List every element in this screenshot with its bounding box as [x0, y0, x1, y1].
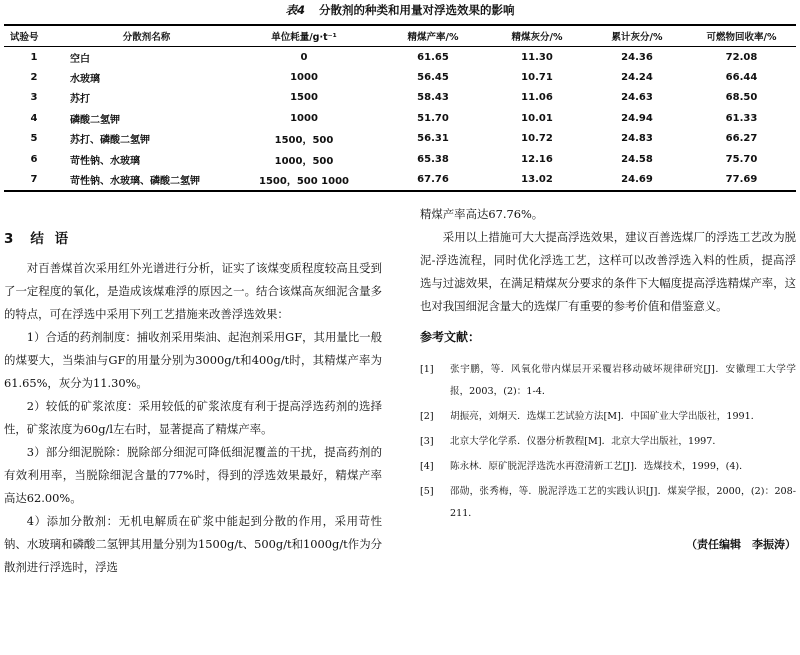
section-heading — [4, 228, 382, 251]
item-paragraph: 1）合适的药剂制度：捕收剂采用柴油、起泡剂采用GF，其用量比一般的煤要大，当柴油与GF的用量分别为3000g/t和400g/t时，其精煤产率为61.65%，灰分为11.30%。 — [4, 330, 382, 390]
table-cell: 水玻璃 — [70, 74, 100, 86]
table-cell: 56.31 — [417, 133, 449, 145]
table-row — [4, 169, 796, 190]
table-cell: 24.63 — [621, 92, 653, 104]
reference-text: 北京大学化学系．仪器分析教程[M]．北京大学出版社，1997． — [450, 436, 722, 447]
header-cell: 分散剂名称 — [122, 32, 171, 43]
table-cell: 51.70 — [417, 112, 449, 124]
table-row — [4, 129, 796, 149]
table-cell: 6 — [30, 153, 38, 165]
table-row — [4, 88, 796, 108]
reference-number: [2] — [420, 411, 434, 422]
item-paragraph: 4）添加分散剂：无机电解质在矿浆中能起到分散的作用，采用苛性钠、水玻璃和磷酸二氢钾其用量分别为1500g/t、500g/t和1000g/t作为分散剂进行浮选时，浮选 — [4, 514, 382, 574]
table-cell: 7 — [30, 174, 38, 186]
table-cell: 65.38 — [417, 153, 449, 165]
table-cell: 1000 — [290, 112, 318, 124]
table-cell: 1000 — [290, 72, 318, 84]
table-cell: 68.50 — [725, 92, 758, 104]
table-cell: 0 — [300, 51, 308, 63]
table-cell: 11.06 — [521, 92, 553, 104]
reference-text: 邵勋，张秀梅，等．脱泥浮选工艺的实践认识[J]．煤炭学报，2000，(2)：208-211． — [450, 486, 796, 519]
reference-item — [420, 456, 796, 478]
table-cell: 66.44 — [725, 72, 758, 84]
item-paragraph: 2）较低的矿浆浓度：采用较低的矿浆浓度有利于提高浮选药剂的选择性，矿浆浓度为60g/l左右时，显著提高了精煤产率。 — [4, 399, 382, 436]
table-cell: 58.43 — [417, 92, 449, 104]
table-cell: 24.24 — [621, 72, 653, 84]
table-cell: 24.83 — [621, 133, 653, 145]
table-cell: 苏打、磷酸二氢钾 — [70, 135, 150, 147]
table-cell: 3 — [30, 92, 38, 104]
table-header-row — [4, 25, 796, 47]
table-row — [4, 149, 796, 169]
reference-item — [420, 431, 796, 453]
table-cell: 10.71 — [521, 72, 553, 84]
table-cell: 10.72 — [521, 133, 553, 145]
table-number: 表4 — [285, 3, 305, 17]
reference-number: [5] — [420, 486, 434, 497]
table-row — [4, 47, 796, 68]
table-cell: 24.94 — [621, 112, 653, 124]
table-title: 分散剂的种类和用量对浮选效果的影响 — [319, 3, 515, 17]
references-title: 参考文献： — [420, 330, 481, 344]
conclusion-paragraph: 采用以上措施可大大提高浮选效果，建议百善选煤厂的浮选工艺改为脱泥-浮选流程，同时优化浮选工艺，这样可以改善浮选入料的性质，提高浮选与过滤效果，在满足精煤灰分要求的条件下大幅度提高浮选精煤产率，这也对我国细泥含量大的选煤厂有重要的参考价值和借鉴意义。 — [420, 230, 796, 313]
table-cell: 67.76 — [417, 174, 449, 186]
header-cell: 精煤灰分/% — [511, 32, 563, 43]
table-cell: 1500，500 1000 — [258, 176, 350, 188]
table-caption — [0, 2, 800, 18]
table-cell: 磷酸二氢钾 — [70, 114, 120, 126]
right-column — [420, 203, 796, 556]
table-cell: 24.69 — [621, 174, 653, 186]
table-cell: 10.01 — [521, 112, 553, 124]
reference-number: [3] — [420, 436, 434, 447]
table-cell: 24.36 — [621, 51, 653, 63]
table-cell: 1500 — [290, 92, 318, 104]
intro-paragraph: 对百善煤首次采用红外光谱进行分析，证实了该煤变质程度较高且受到了一定程度的氧化，是造成该煤难浮的原因之一。结合该煤高灰细泥含量多的特点，可在浮选中采用下列工艺措施来改善浮选效果： — [4, 261, 382, 321]
table-cell: 4 — [30, 112, 38, 124]
table-row — [4, 108, 796, 128]
section-number: 3 — [4, 231, 17, 247]
reference-text: 胡振亮，刘炯天．选煤工艺试验方法[M]．中国矿业大学出版社，1991． — [450, 411, 761, 422]
header-cell: 精煤产率/% — [407, 32, 459, 43]
table-cell: 11.30 — [521, 51, 553, 63]
data-table — [4, 24, 796, 192]
table-cell: 空白 — [70, 53, 90, 65]
table-cell: 66.27 — [725, 133, 758, 145]
table-cell: 1500，500 — [274, 135, 334, 147]
table-cell: 1000，500 — [274, 155, 334, 167]
table-cell: 苏打 — [70, 94, 90, 106]
table-cell: 61.33 — [725, 112, 758, 124]
table-cell: 75.70 — [725, 153, 758, 165]
table-row — [4, 67, 796, 87]
reference-number: [4] — [420, 461, 434, 472]
editor-note: （责任编辑 李振涛） — [686, 538, 796, 551]
header-cell: 单位耗量/g·t⁻¹ — [271, 32, 337, 43]
table-cell: 2 — [30, 72, 38, 84]
reference-text: 张宇鹏，等．风氧化带内煤层开采覆岩移动破坏规律研究[J]．安徽理工大学学报，2003，(2)：1-4． — [450, 364, 796, 397]
reference-item — [420, 359, 796, 403]
reference-text: 陈永林．原矿脱泥浮选洗水再澄清新工艺[J]．选煤技术，1999，(4)． — [450, 461, 749, 472]
reference-item — [420, 406, 796, 428]
table-cell: 12.16 — [521, 153, 553, 165]
table-cell: 苛性钠、水玻璃、磷酸二氢钾 — [70, 176, 200, 188]
table-cell: 61.65 — [417, 51, 449, 63]
reference-number: [1] — [420, 364, 434, 375]
table-cell: 72.08 — [725, 51, 758, 63]
table-cell: 苛性钠、水玻璃 — [70, 155, 140, 167]
table-cell: 5 — [30, 133, 38, 145]
table-cell: 13.02 — [521, 174, 553, 186]
continuation-text: 精煤产率高达67.76%。 — [420, 207, 544, 221]
table-cell: 77.69 — [725, 174, 758, 186]
header-cell: 可燃物回收率/% — [706, 32, 777, 43]
table-cell: 24.58 — [621, 153, 653, 165]
reference-item — [420, 481, 796, 525]
left-column — [4, 228, 382, 579]
table-cell: 56.45 — [417, 72, 449, 84]
item-paragraph: 3）部分细泥脱除：脱除部分细泥可降低细泥覆盖的干扰，提高药剂的有效利用率，当脱除细泥含量的77%时，得到的浮选效果最好，精煤产率高达62.00%。 — [4, 445, 382, 505]
table-cell: 1 — [30, 51, 38, 63]
section-title: 结 语 — [30, 231, 72, 247]
header-cell: 累计灰分/% — [611, 32, 663, 43]
header-cell: 试验号 — [10, 32, 39, 43]
references-list — [420, 359, 796, 525]
